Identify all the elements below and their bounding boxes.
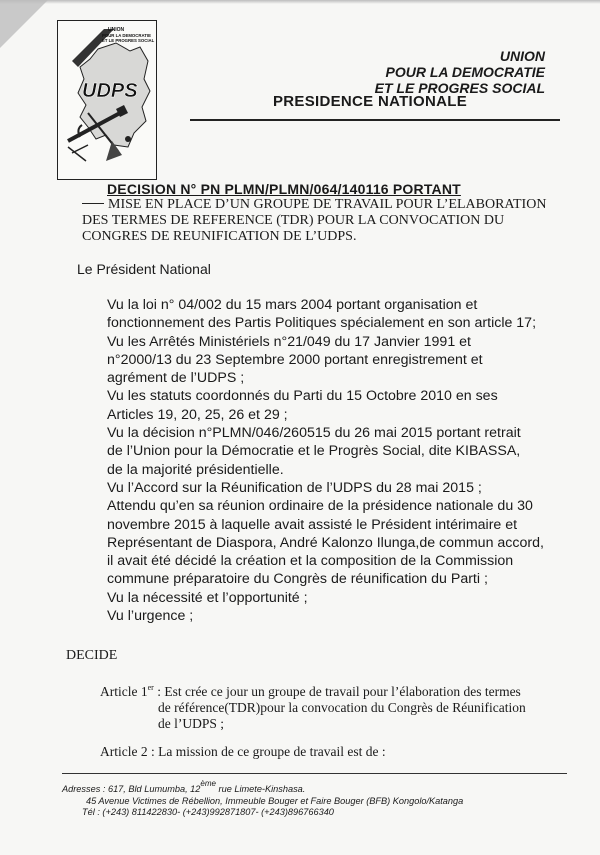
considerant-line: commune préparatoire du Congrès de réunification du Parti ;	[107, 571, 488, 588]
president-heading: Le Président National	[77, 261, 211, 277]
svg-text:UDPS: UDPS	[82, 80, 138, 102]
decide-heading: DECIDE	[66, 648, 118, 663]
considerant-line: Attendu qu’en sa réunion ordinaire de la présidence nationale du 30	[107, 498, 533, 515]
article-1-text: : Est crée ce jour un groupe de travail pour l’élaboration des termes	[157, 684, 521, 699]
footer-line-2: 45 Avenue Victimes de Rébellion, Immeuble Bouger et Faire Bouger (BFB) Kongolo/Katanga	[86, 795, 464, 806]
heading-rule	[190, 119, 560, 121]
article-1-line: de l’UDPS ;	[158, 716, 225, 731]
footer-address	[62, 778, 562, 819]
decision-title: DECISION N° PN PLMN/PLMN/064/140116 PORTANT	[107, 181, 461, 197]
footer-sup: ème	[200, 779, 216, 788]
considerant-line: Vu la décision n°PLMN/046/260515 du 26 mai 2015 portant retrait	[107, 425, 521, 442]
dash-rule	[82, 203, 104, 204]
footer-line-1	[62, 778, 562, 796]
considerant-line: Vu l’urgence ;	[107, 608, 194, 625]
considerant-line: Vu les Arrêtés Ministériels n°21/049 du 17 Janvier 1991 et	[107, 333, 471, 350]
considerant-line: Vu la loi n° 04/002 du 15 mars 2004 portant organisation et	[107, 297, 478, 313]
considerant-line: Vu l’Accord sur la Réunification de l’UDPS du 28 mai 2015 ;	[107, 479, 482, 496]
subtitle-line: DES TERMES DE REFERENCE (TDR) POUR LA CONVOCATION DU	[82, 213, 505, 228]
footer-rule	[62, 773, 567, 774]
scan-shadow	[0, 0, 48, 48]
article-2-text: : La mission de ce groupe de travail est de :	[150, 744, 386, 759]
considerant-line: novembre 2015 à laquelle avait assisté le Président intérimaire et	[107, 516, 518, 533]
considerant-line: il avait été décidé la création et la composition de la Commission	[107, 553, 514, 570]
subtitle-text: MISE EN PLACE D’UN GROUPE DE TRAVAIL POUR L’ELABORATION	[108, 197, 547, 212]
article-2-label: Article 2	[100, 744, 148, 759]
decision-subtitle	[82, 197, 552, 245]
svg-text:UNION: UNION	[108, 27, 125, 33]
org-line-2: POUR LA DEMOCRATIE	[385, 64, 545, 80]
footer-address-text: rue Limete-Kinshasa.	[215, 784, 306, 794]
subtitle-line: CONGRES DE REUNIFICATION DE L’UDPS.	[82, 229, 357, 244]
svg-text:ET LE PROGRES SOCIAL: ET LE PROGRES SOCIAL	[102, 38, 155, 43]
considerant-line: agrément de l’UDPS ;	[107, 370, 245, 387]
udps-logo	[57, 20, 157, 180]
presidence-heading: PRESIDENCE NATIONALE	[272, 93, 468, 110]
scan-shadow-top	[0, 0, 600, 4]
considerant-line: de l’Union pour la Démocratie et le Progrès Social, dite KIBASSA,	[107, 443, 521, 460]
footer-line-3: Tél : (+243) 811422830- (+243)992871807- (+243)896766340	[82, 807, 334, 817]
article-1-line: de référence(TDR)pour la convocation du Congrès de Réunification	[158, 700, 526, 715]
article-1-label: Article 1	[100, 684, 148, 699]
considerant-line: Représentant de Diaspora, André Kalonzo Ilunga,de commun accord,	[107, 534, 544, 551]
article-1-line	[100, 680, 570, 700]
article-1	[100, 680, 570, 732]
considerant-line: Vu la nécessité et l’opportunité ;	[107, 589, 308, 606]
svg-text:POUR LA DEMOCRATIE: POUR LA DEMOCRATIE	[102, 33, 151, 38]
article-2-line	[100, 744, 570, 760]
article-2	[100, 744, 570, 760]
considerant-line: Articles 19, 20, 25, 26 et 29 ;	[107, 406, 288, 423]
udps-logo-emblem	[58, 21, 156, 179]
considerants-list	[107, 296, 577, 625]
org-line-3: ET LE PROGRES SOCIAL	[374, 80, 545, 96]
considerant-line: fonctionnement des Partis Politiques spécialement en son article 17;	[107, 315, 537, 332]
considerant-line: n°2000/13 du 23 Septembre 2000 portant enregistrement et	[107, 351, 483, 368]
org-line-1: UNION	[499, 48, 545, 64]
considerant-line: de la majorité présidentielle.	[107, 461, 284, 478]
subtitle-line	[82, 197, 552, 213]
organization-name	[370, 48, 545, 96]
considerant-line: Vu les statuts coordonnés du Parti du 15 Octobre 2010 en ses	[107, 388, 498, 405]
article-1-sup: er	[147, 683, 154, 692]
footer-address-text: Adresses : 617, Bld Lumumba, 12	[62, 784, 201, 794]
